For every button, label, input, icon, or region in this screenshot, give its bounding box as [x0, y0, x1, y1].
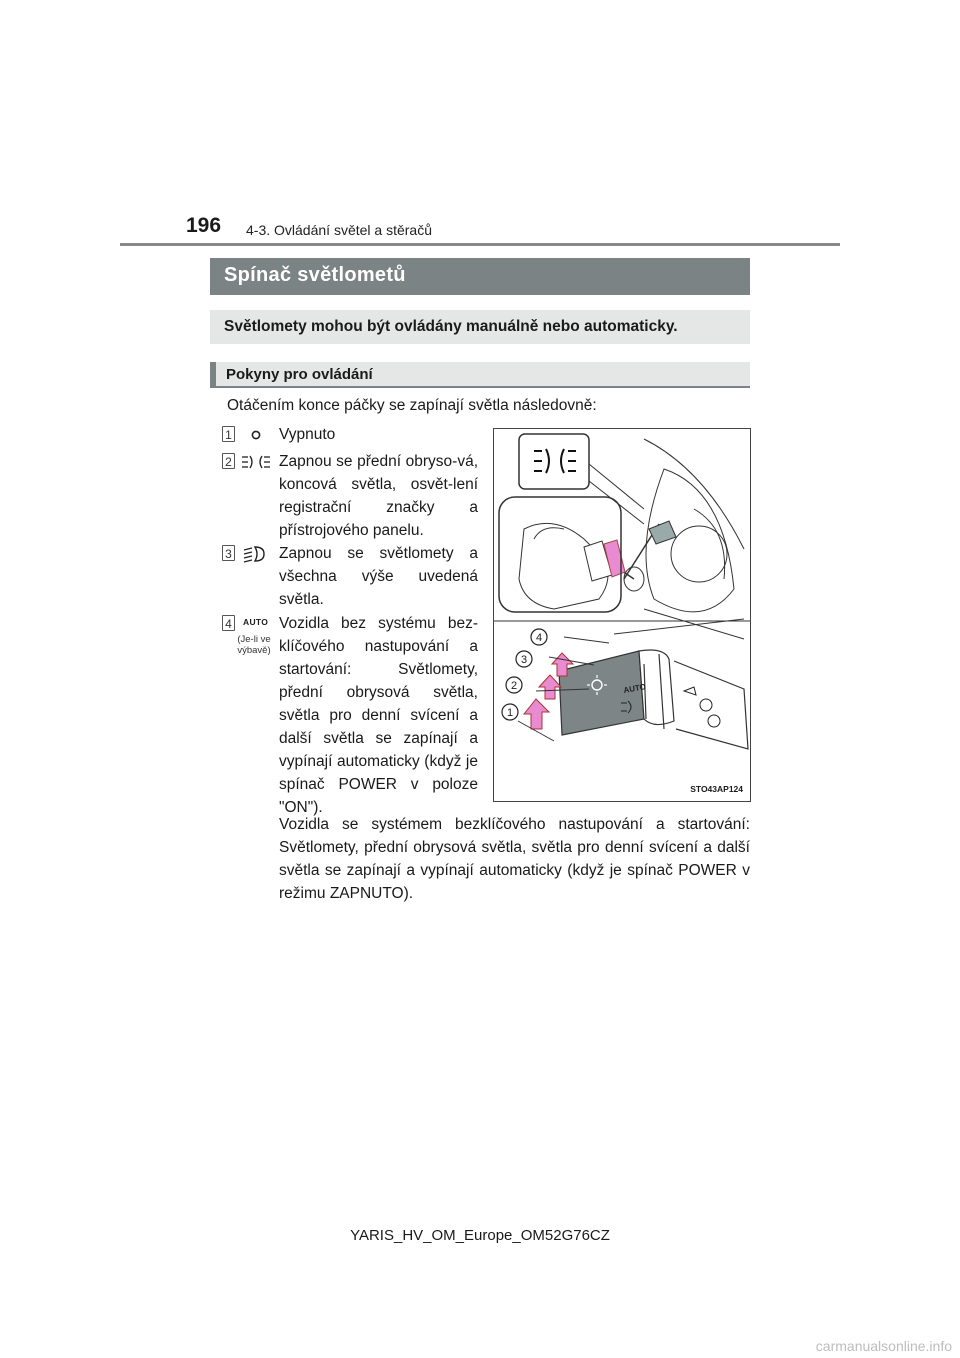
headlight-icon	[240, 544, 272, 564]
off-circle-icon	[240, 425, 272, 445]
item-text: Vozidla bez systému bez-klíčového nastupování a startování: Světlomety, přední obrysová světla, světla pro denní svícení a další světla se zapínají a vypínají automaticky (když je spínač POWER v poloze "ON").	[279, 615, 478, 816]
callout-3: 3	[520, 654, 528, 666]
illustration-drawing	[494, 429, 750, 801]
item-number: 3	[222, 545, 235, 561]
header-rule	[120, 243, 840, 246]
lead-text: Otáčením konce páčky se zapínají světla následovně:	[227, 397, 597, 414]
intro-summary: Světlomety mohou být ovládány manuálně nebo automaticky.	[210, 310, 750, 344]
light-switch-illustration	[493, 428, 751, 802]
item-number: 4	[222, 615, 235, 631]
figure-auto-label: AUTO	[622, 682, 647, 695]
item-text: Zapnou se světlomety a všechna výše uvedená světla.	[279, 545, 478, 608]
keyless-paragraph: Vozidla se systémem bezklíčového nastupování a startování: Světlomety, přední obrysová světla, světla pro denní svícení a další světla se zapínají a vypínají automaticky (když je spínač POWER v režimu ZAPNUTO).	[279, 816, 750, 902]
item-text: Vypnuto	[279, 426, 336, 443]
item-number: 2	[222, 453, 235, 469]
callout-2: 2	[510, 680, 518, 692]
item-text: Zapnou se přední obryso-vá, koncová světla, osvět-lení registrační značky a přístrojového panelu.	[279, 453, 478, 539]
equipment-note: (Je-li ve výbavě)	[237, 634, 271, 656]
subsection-heading: Pokyny pro ovládání	[210, 362, 750, 388]
callout-1: 1	[506, 707, 514, 719]
item-number: 1	[222, 426, 235, 442]
page-title: Spínač světlometů	[210, 258, 750, 295]
page-number: 196	[186, 214, 222, 237]
callout-4: 4	[535, 632, 543, 644]
figure-code: STO43AP124	[690, 784, 743, 794]
document-id: YARIS_HV_OM_Europe_OM52G76CZ	[350, 1227, 610, 1244]
auto-icon: AUTO	[243, 617, 269, 627]
position-lights-icon	[240, 452, 272, 472]
section-path: 4-3. Ovládání světel a stěračů	[246, 222, 432, 238]
watermark: carmanualsonline.info	[815, 1338, 952, 1354]
